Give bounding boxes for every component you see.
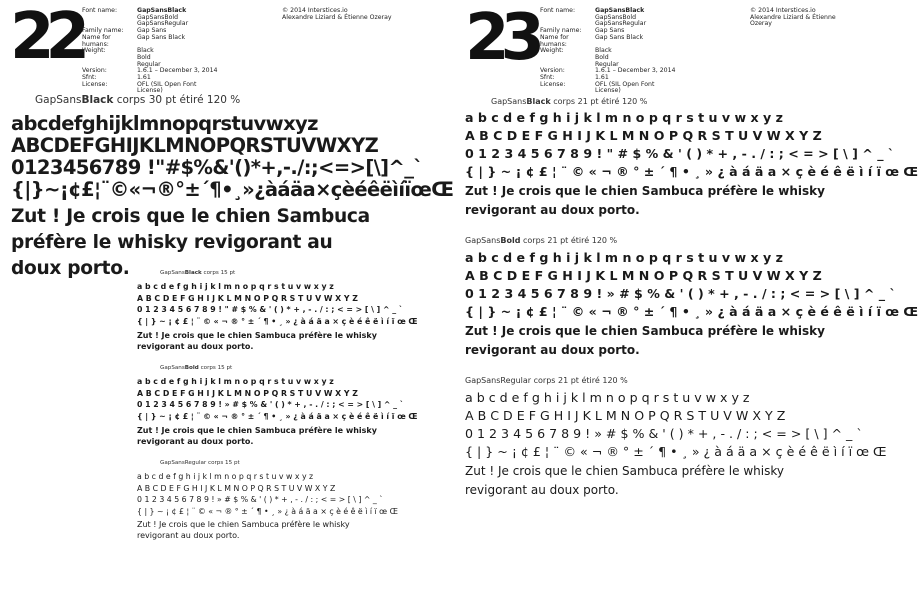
specimen-sentence-regular-15: Zut ! Je crois que le chien Sambuca préfère le whisky revigorant au doux porto. bbox=[137, 520, 350, 540]
glyph-line: {|}~¡¢£¦¨©«¬®°±´¶•¸»¿àáäa×çèéêëìíïœŒ bbox=[11, 178, 454, 201]
page-number: 23 bbox=[465, 1, 537, 75]
meta-value: GapSansRegular bbox=[595, 20, 647, 28]
meta-value: GapSansRegular bbox=[137, 20, 189, 28]
meta-key: Family name: bbox=[82, 27, 124, 35]
specimen-glyphs-black-30 bbox=[11, 113, 453, 201]
specimen-sentence-black-15: Zut ! Je crois que le chien Sambuca préfère le whisky revigorant au doux porto. bbox=[137, 331, 377, 351]
specimen-glyphs-bold-15 bbox=[137, 376, 418, 422]
copyright-block bbox=[750, 8, 850, 28]
glyph-line: ABCDEFGHIJKLMNOPQRSTUVWXYZ bbox=[11, 134, 379, 157]
meta-value: Black bbox=[137, 47, 154, 55]
specimen-glyphs-bold-21 bbox=[465, 249, 918, 321]
meta-key: Font name: bbox=[540, 7, 576, 14]
font-metadata bbox=[540, 8, 681, 95]
specimen-glyphs-regular-21 bbox=[465, 389, 886, 461]
specimen-block-bold-21 bbox=[465, 236, 617, 245]
meta-value: Gap Sans Black bbox=[137, 33, 186, 41]
glyph-line: a b c d e f g h i j k l m n o p q r s t u v w x y z bbox=[137, 377, 334, 386]
glyph-line: a b c d e f g h i j k l m n o p q r s t u v w x y z bbox=[465, 110, 783, 125]
meta-key: License: bbox=[540, 80, 566, 88]
glyph-line: { | } ~ ¡ ¢ £ ¦ ¨ © « ¬ ® ° ± ´ ¶ • ¸ » ¿ à á ä a × ç è é ê ë ì í ï œ Œ bbox=[465, 164, 918, 179]
meta-value: Bold bbox=[137, 53, 151, 61]
meta-value: Gap Sans Black bbox=[595, 33, 644, 41]
meta-key: Sfnt: bbox=[82, 74, 97, 82]
meta-value: Regular bbox=[595, 60, 619, 68]
authors: Alexandre Liziard & Étienne Ozeray bbox=[282, 13, 392, 21]
glyph-line: { | } ~ ¡ ¢ £ ¦ ¨ © « ¬ ® ° ± ´ ¶ • ¸ » ¿ à á ä a × ç è é ê ë ì í ï œ Œ bbox=[137, 316, 418, 326]
meta-key: Name for humans: bbox=[540, 33, 569, 48]
meta-value: OFL (SIL Open Font License) bbox=[595, 80, 655, 95]
specimen-block-regular-21 bbox=[465, 376, 628, 385]
left-page bbox=[0, 0, 454, 601]
copyright: © 2014 Interstices.io bbox=[282, 7, 348, 14]
glyph-line: 0 1 2 3 4 5 6 7 8 9 ! » # $ % & ' ( ) * + , - . / : ; < = > [ \ ] ^ _ ` bbox=[465, 286, 896, 301]
specimen-label: GapSansBold corps 15 pt bbox=[160, 365, 233, 371]
glyph-line: { | } ~ ¡ ¢ £ ¦ ¨ © « ¬ ® ° ± ´ ¶ • ¸ » ¿ à á ä a × ç è é ê ë ì í ï œ Œ bbox=[137, 411, 418, 421]
glyph-line: A B C D E F G H I J K L M N O P Q R S T U V W X Y Z bbox=[137, 388, 358, 398]
specimen-label: GapSansBlack corps 21 pt étiré 120 % bbox=[491, 97, 648, 106]
glyph-line: a b c d e f g h i j k l m n o p q r s t u v w x y z bbox=[137, 472, 314, 481]
glyph-line: abcdefghijklmnopqrstuvwxyz bbox=[11, 112, 318, 135]
meta-key: Font name: bbox=[82, 7, 118, 14]
glyph-line: 0 1 2 3 4 5 6 7 8 9 ! " # $ % & ' ( ) * + , - . / : ; < = > [ \ ] ^ _ ` bbox=[465, 146, 895, 161]
meta-key: Version: bbox=[82, 67, 107, 75]
specimen-label: GapSansBlack corps 15 pt bbox=[160, 270, 236, 276]
meta-key bbox=[82, 15, 137, 22]
meta-value: GapSansBold bbox=[595, 13, 637, 21]
glyph-line: 0123456789 !"#$%&'()*+,-./:;<=>[\]^_` bbox=[11, 156, 423, 179]
meta-key bbox=[540, 15, 595, 22]
specimen-label: GapSansBlack corps 30 pt étiré 120 % bbox=[35, 94, 241, 106]
right-page bbox=[425, 0, 918, 601]
glyph-line: 0 1 2 3 4 5 6 7 8 9 ! » # $ % & ' ( ) * + , - . / : ; < = > [ \ ] ^ _ ` bbox=[137, 495, 384, 504]
specimen-sentence-black-30: Zut ! Je crois que le chien Sambuca préfère le whisky revigorant au doux porto. bbox=[11, 206, 370, 279]
authors: Alexandre Liziard & Étienne Ozeray bbox=[750, 13, 836, 28]
page-number: 22 bbox=[10, 0, 82, 74]
glyph-line: a b c d e f g h i j k l m n o p q r s t u v w x y z bbox=[465, 250, 783, 265]
meta-value: Gap Sans bbox=[595, 27, 625, 35]
meta-key: Sfnt: bbox=[540, 74, 555, 82]
specimen-sentence-bold-15: Zut ! Je crois que le chien Sambuca préfère le whisky revigorant au doux porto. bbox=[137, 426, 377, 446]
glyph-line: A B C D E F G H I J K L M N O P Q R S T U V W X Y Z bbox=[465, 268, 822, 283]
glyph-line: 0 1 2 3 4 5 6 7 8 9 ! " # $ % & ' ( ) * + , - . / : ; < = > [ \ ] ^ _ ` bbox=[137, 305, 403, 314]
specimen-glyphs-black-21 bbox=[465, 109, 918, 181]
specimen-block-black-15 bbox=[160, 270, 235, 276]
specimen-block-black-21 bbox=[491, 97, 647, 106]
glyph-line: A B C D E F G H I J K L M N O P Q R S T U V W X Y Z bbox=[137, 483, 336, 493]
specimen-block-black-30 bbox=[35, 94, 240, 106]
specimen-sentence-black-21: Zut ! Je crois que le chien Sambuca préfère le whisky revigorant au doux porto. bbox=[465, 184, 825, 217]
specimen-glyphs-black-15 bbox=[137, 281, 418, 327]
copyright-block bbox=[282, 8, 392, 21]
meta-value: 1.6.1 – December 3, 2014 bbox=[595, 67, 676, 75]
glyph-line: a b c d e f g h i j k l m n o p q r s t u v w x y z bbox=[137, 282, 334, 291]
glyph-line: 0 1 2 3 4 5 6 7 8 9 ! » # $ % & ' ( ) * + , - . / : ; < = > [ \ ] ^ _ ` bbox=[465, 426, 863, 441]
glyph-line: { | } ~ ¡ ¢ £ ¦ ¨ © « ¬ ® ° ± ´ ¶ • ¸ » ¿ à á ä a × ç è é ê ë ì í ï œ Œ bbox=[137, 506, 398, 516]
glyph-line: A B C D E F G H I J K L M N O P Q R S T U V W X Y Z bbox=[465, 408, 786, 423]
meta-key bbox=[82, 55, 137, 62]
specimen-glyphs-regular-15 bbox=[137, 471, 398, 517]
specimen-block-bold-15 bbox=[160, 365, 232, 371]
meta-value: 1.61 bbox=[595, 74, 609, 82]
glyph-line: A B C D E F G H I J K L M N O P Q R S T U V W X Y Z bbox=[137, 293, 358, 303]
glyph-line: 0 1 2 3 4 5 6 7 8 9 ! » # $ % & ' ( ) * + , - . / : ; < = > [ \ ] ^ _ ` bbox=[137, 400, 404, 409]
copyright: © 2014 Interstices.io bbox=[750, 7, 816, 14]
meta-value: Black bbox=[595, 47, 612, 55]
meta-key: Family name: bbox=[540, 27, 582, 35]
meta-key: Name for humans: bbox=[82, 33, 111, 48]
meta-key: Weight: bbox=[540, 47, 564, 55]
meta-value: 1.6.1 – December 3, 2014 bbox=[137, 67, 218, 75]
meta-value: GapSansBold bbox=[137, 13, 179, 21]
meta-value: GapSansBlack bbox=[137, 7, 187, 14]
meta-value: OFL (SIL Open Font License) bbox=[137, 80, 197, 95]
specimen-sentence-bold-21: Zut ! Je crois que le chien Sambuca préfère le whisky revigorant au doux porto. bbox=[465, 324, 825, 357]
meta-key: Weight: bbox=[82, 47, 106, 55]
specimen-label: GapSansBold corps 21 pt étiré 120 % bbox=[465, 236, 618, 245]
font-metadata bbox=[82, 8, 223, 95]
meta-key bbox=[540, 55, 595, 62]
specimen-label: GapSansRegular corps 15 pt bbox=[160, 460, 240, 466]
specimen-label: GapSansRegular corps 21 pt étiré 120 % bbox=[465, 376, 628, 385]
meta-value: Regular bbox=[137, 60, 161, 68]
meta-value: GapSansBlack bbox=[595, 7, 645, 14]
meta-key: Version: bbox=[540, 67, 565, 75]
glyph-line: a b c d e f g h i j k l m n o p q r s t u v w x y z bbox=[465, 390, 750, 405]
meta-value: 1.61 bbox=[137, 74, 151, 82]
meta-value: Gap Sans bbox=[137, 27, 167, 35]
meta-key: License: bbox=[82, 80, 108, 88]
specimen-block-regular-15 bbox=[160, 460, 240, 466]
meta-value: Bold bbox=[595, 53, 609, 61]
glyph-line: { | } ~ ¡ ¢ £ ¦ ¨ © « ¬ ® ° ± ´ ¶ • ¸ » ¿ à á ä a × ç è é ê ë ì í ï œ Œ bbox=[465, 444, 887, 459]
glyph-line: { | } ~ ¡ ¢ £ ¦ ¨ © « ¬ ® ° ± ´ ¶ • ¸ » ¿ à á ä a × ç è é ê ë ì í ï œ Œ bbox=[465, 304, 918, 319]
glyph-line: A B C D E F G H I J K L M N O P Q R S T U V W X Y Z bbox=[465, 128, 822, 143]
specimen-sentence-regular-21: Zut ! Je crois que le chien Sambuca préfère le whisky revigorant au doux porto. bbox=[465, 464, 784, 497]
